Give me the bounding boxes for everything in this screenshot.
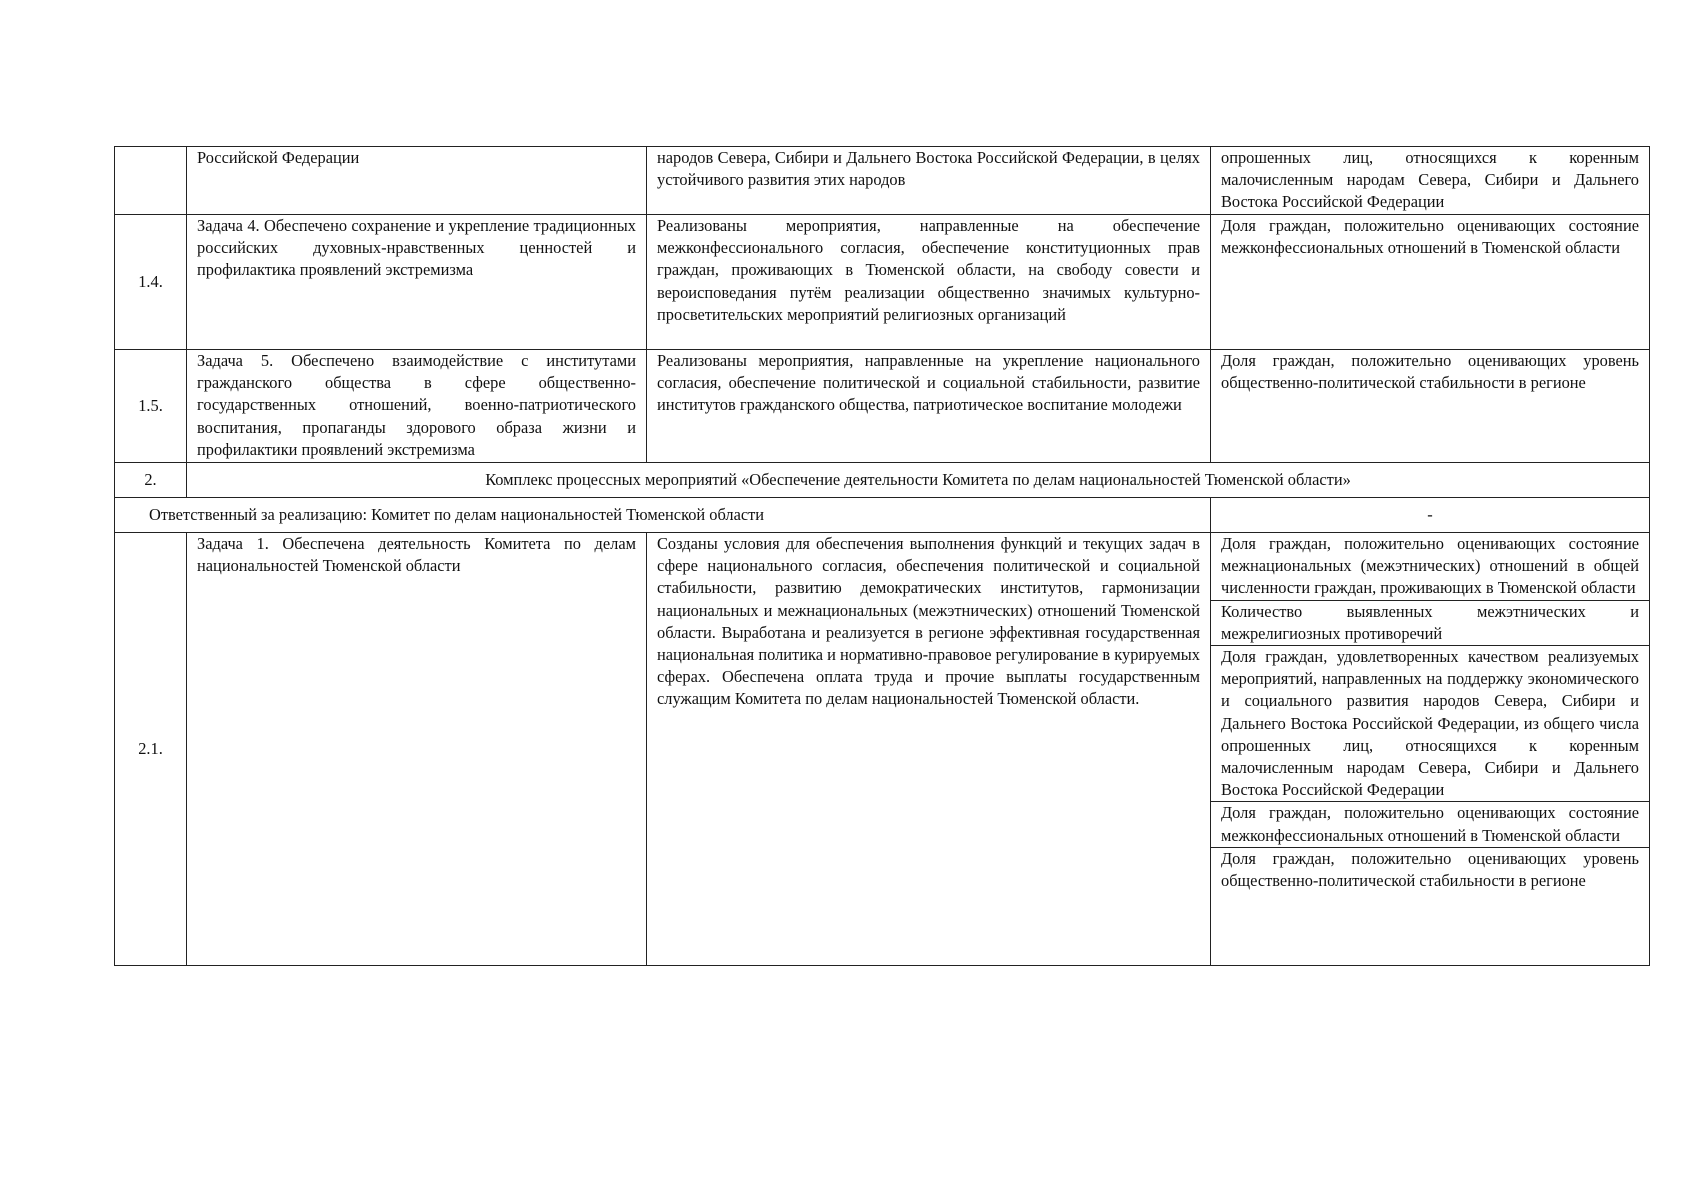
table-row bbox=[115, 215, 1650, 350]
indicator-cell bbox=[1211, 147, 1650, 215]
indicator-item: Количество выявленных межэтнических и межрелигиозных противоречий bbox=[1211, 601, 1649, 646]
result-text: Созданы условия для обеспечения выполнения функций и текущих задач в сфере национального согласия, обеспечения политической и социальной стабильности, развитию демократических институтов, гармонизации национальных и межнациональных (межэтнических) отношений Тюменской области. Выработана и реализуется в регионе эффективная государственная национальная политика и нормативно-правовое регулирование в курируемых сферах. Обеспечена оплата труда и прочие выплаты государственным служащим Комитета по делам национальностей Тюменской области. bbox=[657, 534, 1200, 709]
row-number bbox=[115, 147, 187, 215]
table-row bbox=[115, 147, 1650, 215]
result-cell bbox=[647, 533, 1211, 966]
task-text: Задача 5. Обеспечено взаимодействие с институтами гражданского общества в сфере общественно-государственных отношений, военно-патриотического воспитания, пропаганды здорового образа жизни и профилактики проявлений экстремизма bbox=[197, 351, 636, 459]
indicator-item: Доля граждан, положительно оценивающих состояние межконфессиональных отношений в Тюменской области bbox=[1211, 802, 1649, 847]
table-row bbox=[115, 350, 1650, 463]
result-text: Реализованы мероприятия, направленные на укрепление национального согласия, обеспечение политической и социальной стабильности, развитие институтов гражданского общества, патриотическое воспитание молодежи bbox=[657, 351, 1200, 415]
result-text: Реализованы мероприятия, направленные на обеспечение межконфессионального согласия, обеспечение конституционных прав граждан, проживающих в Тюменской области, на свободу совести и вероисповедания путём реализации общественно значимых культурно-просветительских мероприятий религиозных организаций bbox=[657, 216, 1200, 324]
indicator-item: Доля граждан, удовлетворенных качеством реализуемых мероприятий, направленных на поддержку экономического и социального развития народов Севера, Сибири и Дальнего Востока Российской Федерации, из общего числа опрошенных лиц, относящихся к коренным малочисленным народам Севера, Сибири и Дальнего Востока Российской Федерации bbox=[1211, 646, 1649, 802]
result-text: народов Севера, Сибири и Дальнего Востока Российской Федерации, в целях устойчивого развития этих народов bbox=[657, 148, 1200, 190]
task-text: Задача 4. Обеспечено сохранение и укрепление традиционных российских духовных-нравственных ценностей и профилактика проявлений экстремизма bbox=[197, 216, 636, 280]
program-structure-table bbox=[114, 146, 1650, 966]
section-title: Комплекс процессных мероприятий «Обеспечение деятельности Комитета по делам национальностей Тюменской области» bbox=[187, 463, 1650, 498]
indicator-text: опрошенных лиц, относящихся к коренным малочисленным народам Севера, Сибири и Дальнего Востока Российской Федерации bbox=[1221, 148, 1639, 212]
indicator-text: Доля граждан, положительно оценивающих уровень общественно-политической стабильности в регионе bbox=[1221, 351, 1639, 393]
indicator-cell bbox=[1211, 350, 1650, 463]
task-cell bbox=[187, 147, 647, 215]
row-number: 1.4. bbox=[115, 215, 187, 350]
responsible-dash: - bbox=[1211, 498, 1650, 533]
task-cell bbox=[187, 350, 647, 463]
indicator-item: Доля граждан, положительно оценивающих состояние межнациональных (межэтнических) отношений в общей численности граждан, проживающих в Тюменской области bbox=[1211, 533, 1649, 601]
row-number: 1.5. bbox=[115, 350, 187, 463]
task-text: Российской Федерации bbox=[197, 148, 360, 167]
row-number: 2.1. bbox=[115, 533, 187, 966]
section-header-row bbox=[115, 463, 1650, 498]
section-number: 2. bbox=[115, 463, 187, 498]
responsible-label: Ответственный за реализацию: Комитет по делам национальностей Тюменской области bbox=[149, 504, 765, 524]
task-cell bbox=[187, 215, 647, 350]
result-cell bbox=[647, 147, 1211, 215]
result-cell bbox=[647, 215, 1211, 350]
result-cell bbox=[647, 350, 1211, 463]
responsible-row bbox=[115, 498, 1650, 533]
task-text: Задача 1. Обеспечена деятельность Комитета по делам национальностей Тюменской области bbox=[197, 534, 636, 576]
table-row bbox=[115, 533, 1650, 966]
responsible-text bbox=[115, 498, 1211, 533]
task-cell bbox=[187, 533, 647, 966]
indicator-text: Доля граждан, положительно оценивающих состояние межконфессиональных отношений в Тюменской области bbox=[1221, 216, 1639, 258]
indicator-item: Доля граждан, положительно оценивающих уровень общественно-политической стабильности в регионе bbox=[1221, 848, 1639, 891]
indicator-list-cell bbox=[1211, 533, 1650, 966]
indicator-cell bbox=[1211, 215, 1650, 350]
